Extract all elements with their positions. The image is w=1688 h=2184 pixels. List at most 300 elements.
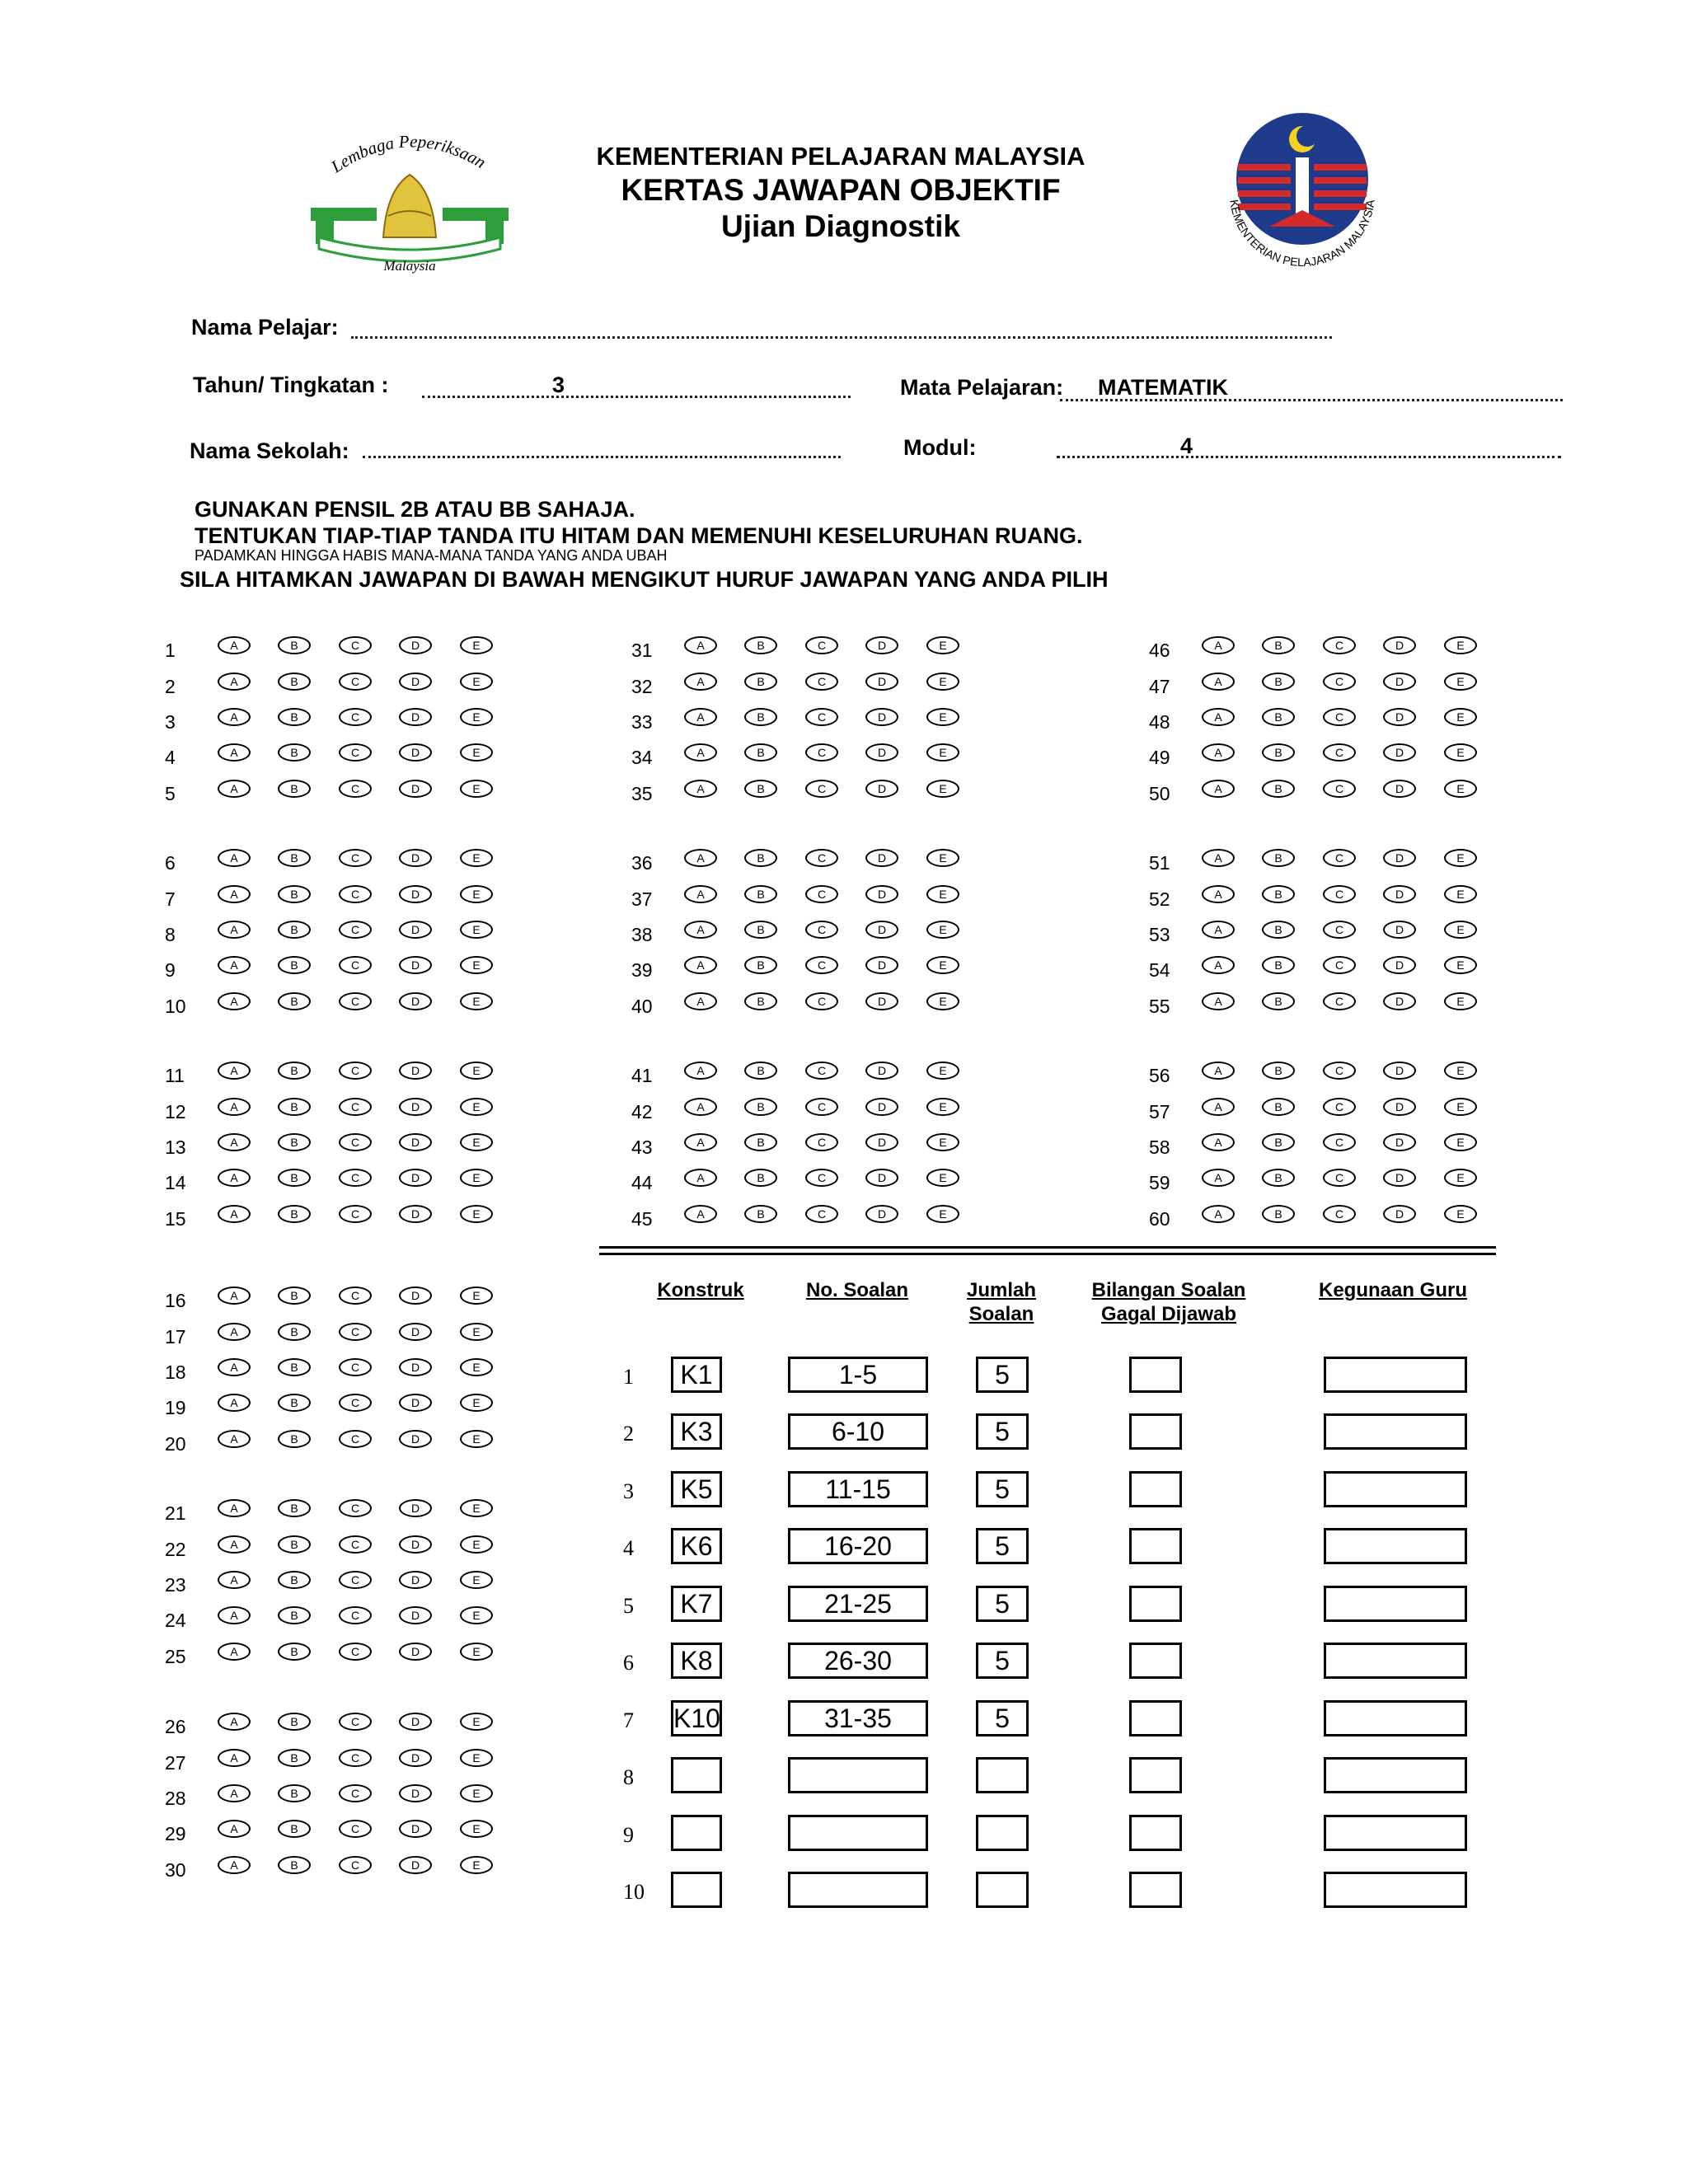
answer-bubble-a[interactable]: A: [218, 1820, 251, 1838]
answer-bubble-a[interactable]: A: [1202, 1169, 1235, 1187]
answer-bubble-c[interactable]: C: [805, 885, 838, 903]
answer-bubble-b[interactable]: B: [744, 636, 777, 654]
answer-bubble-b[interactable]: B: [1262, 921, 1295, 939]
answer-bubble-b[interactable]: B: [1262, 885, 1295, 903]
answer-bubble-e[interactable]: E: [1444, 1169, 1477, 1187]
answer-bubble-b[interactable]: B: [278, 956, 311, 974]
answer-bubble-d[interactable]: D: [399, 1571, 432, 1589]
answer-bubble-a[interactable]: A: [218, 992, 251, 1010]
answer-bubble-d[interactable]: D: [1383, 921, 1416, 939]
answer-bubble-d[interactable]: D: [399, 1358, 432, 1376]
answer-bubble-a[interactable]: A: [218, 1606, 251, 1624]
answer-bubble-e[interactable]: E: [460, 1358, 493, 1376]
answer-bubble-b[interactable]: B: [278, 673, 311, 691]
answer-bubble-c[interactable]: C: [1323, 885, 1356, 903]
gagal-dijawab-cell[interactable]: [1129, 1471, 1182, 1507]
answer-bubble-b[interactable]: B: [278, 1571, 311, 1589]
answer-bubble-a[interactable]: A: [1202, 1133, 1235, 1151]
kegunaan-guru-cell[interactable]: [1324, 1872, 1467, 1908]
answer-bubble-c[interactable]: C: [339, 1784, 372, 1802]
answer-bubble-a[interactable]: A: [684, 1133, 717, 1151]
answer-bubble-c[interactable]: C: [339, 885, 372, 903]
answer-bubble-b[interactable]: B: [278, 1062, 311, 1080]
answer-bubble-d[interactable]: D: [399, 1713, 432, 1731]
answer-bubble-d[interactable]: D: [399, 1430, 432, 1448]
answer-bubble-a[interactable]: A: [684, 673, 717, 691]
answer-bubble-c[interactable]: C: [339, 1062, 372, 1080]
answer-bubble-c[interactable]: C: [339, 956, 372, 974]
answer-bubble-a[interactable]: A: [684, 636, 717, 654]
answer-bubble-b[interactable]: B: [744, 1169, 777, 1187]
answer-bubble-e[interactable]: E: [926, 1098, 959, 1116]
answer-bubble-d[interactable]: D: [399, 992, 432, 1010]
answer-bubble-b[interactable]: B: [1262, 1169, 1295, 1187]
answer-bubble-d[interactable]: D: [865, 636, 898, 654]
answer-bubble-e[interactable]: E: [1444, 743, 1477, 762]
answer-bubble-c[interactable]: C: [339, 1205, 372, 1223]
answer-bubble-e[interactable]: E: [1444, 992, 1477, 1010]
answer-bubble-d[interactable]: D: [399, 1205, 432, 1223]
answer-bubble-e[interactable]: E: [1444, 921, 1477, 939]
answer-bubble-c[interactable]: C: [1323, 956, 1356, 974]
answer-bubble-d[interactable]: D: [399, 956, 432, 974]
answer-bubble-b[interactable]: B: [744, 849, 777, 867]
answer-bubble-d[interactable]: D: [399, 1820, 432, 1838]
answer-bubble-c[interactable]: C: [339, 849, 372, 867]
kegunaan-guru-cell[interactable]: [1324, 1643, 1467, 1679]
answer-bubble-e[interactable]: E: [460, 921, 493, 939]
answer-bubble-a[interactable]: A: [684, 956, 717, 974]
answer-bubble-c[interactable]: C: [339, 1286, 372, 1305]
answer-bubble-d[interactable]: D: [865, 1098, 898, 1116]
answer-bubble-d[interactable]: D: [1383, 1205, 1416, 1223]
answer-bubble-b[interactable]: B: [278, 1098, 311, 1116]
answer-bubble-e[interactable]: E: [1444, 1205, 1477, 1223]
answer-bubble-a[interactable]: A: [684, 1169, 717, 1187]
answer-bubble-b[interactable]: B: [278, 1856, 311, 1874]
answer-bubble-a[interactable]: A: [684, 743, 717, 762]
answer-bubble-e[interactable]: E: [1444, 673, 1477, 691]
answer-bubble-a[interactable]: A: [218, 780, 251, 798]
answer-bubble-b[interactable]: B: [744, 708, 777, 726]
answer-bubble-b[interactable]: B: [278, 780, 311, 798]
answer-bubble-b[interactable]: B: [278, 1133, 311, 1151]
answer-bubble-a[interactable]: A: [1202, 1062, 1235, 1080]
answer-bubble-c[interactable]: C: [1323, 1133, 1356, 1151]
answer-bubble-c[interactable]: C: [339, 1133, 372, 1151]
answer-bubble-c[interactable]: C: [1323, 1098, 1356, 1116]
answer-bubble-c[interactable]: C: [805, 780, 838, 798]
answer-bubble-e[interactable]: E: [1444, 885, 1477, 903]
answer-bubble-e[interactable]: E: [926, 921, 959, 939]
answer-bubble-e[interactable]: E: [460, 1571, 493, 1589]
answer-bubble-c[interactable]: C: [339, 1643, 372, 1661]
answer-bubble-c[interactable]: C: [339, 708, 372, 726]
answer-bubble-a[interactable]: A: [218, 921, 251, 939]
answer-bubble-c[interactable]: C: [1323, 1062, 1356, 1080]
answer-bubble-b[interactable]: B: [744, 956, 777, 974]
answer-bubble-b[interactable]: B: [278, 708, 311, 726]
answer-bubble-c[interactable]: C: [339, 1358, 372, 1376]
answer-bubble-a[interactable]: A: [218, 1856, 251, 1874]
answer-bubble-c[interactable]: C: [339, 1749, 372, 1767]
answer-bubble-a[interactable]: A: [684, 1098, 717, 1116]
answer-bubble-a[interactable]: A: [218, 636, 251, 654]
answer-bubble-e[interactable]: E: [460, 673, 493, 691]
answer-bubble-b[interactable]: B: [744, 1098, 777, 1116]
answer-bubble-a[interactable]: A: [218, 1749, 251, 1767]
answer-bubble-b[interactable]: B: [1262, 1205, 1295, 1223]
answer-bubble-d[interactable]: D: [399, 1499, 432, 1517]
answer-bubble-c[interactable]: C: [339, 1098, 372, 1116]
answer-bubble-e[interactable]: E: [460, 1098, 493, 1116]
answer-bubble-c[interactable]: C: [805, 1062, 838, 1080]
answer-bubble-d[interactable]: D: [399, 1062, 432, 1080]
gagal-dijawab-cell[interactable]: [1129, 1815, 1182, 1851]
answer-bubble-b[interactable]: B: [278, 636, 311, 654]
answer-bubble-d[interactable]: D: [1383, 885, 1416, 903]
answer-bubble-e[interactable]: E: [1444, 849, 1477, 867]
answer-bubble-d[interactable]: D: [399, 1606, 432, 1624]
answer-bubble-e[interactable]: E: [460, 849, 493, 867]
answer-bubble-d[interactable]: D: [865, 780, 898, 798]
answer-bubble-d[interactable]: D: [399, 780, 432, 798]
tahun-field[interactable]: [422, 396, 851, 398]
answer-bubble-b[interactable]: B: [278, 921, 311, 939]
answer-bubble-c[interactable]: C: [339, 1535, 372, 1554]
answer-bubble-e[interactable]: E: [926, 1133, 959, 1151]
answer-bubble-d[interactable]: D: [865, 1062, 898, 1080]
answer-bubble-b[interactable]: B: [278, 1749, 311, 1767]
answer-bubble-d[interactable]: D: [865, 708, 898, 726]
answer-bubble-a[interactable]: A: [1202, 885, 1235, 903]
answer-bubble-b[interactable]: B: [278, 1286, 311, 1305]
answer-bubble-d[interactable]: D: [1383, 708, 1416, 726]
answer-bubble-c[interactable]: C: [339, 673, 372, 691]
answer-bubble-b[interactable]: B: [278, 1205, 311, 1223]
answer-bubble-e[interactable]: E: [926, 1169, 959, 1187]
answer-bubble-e[interactable]: E: [460, 1394, 493, 1412]
answer-bubble-e[interactable]: E: [926, 956, 959, 974]
answer-bubble-a[interactable]: A: [1202, 992, 1235, 1010]
answer-bubble-a[interactable]: A: [1202, 1205, 1235, 1223]
answer-bubble-e[interactable]: E: [460, 1169, 493, 1187]
answer-bubble-a[interactable]: A: [218, 708, 251, 726]
answer-bubble-a[interactable]: A: [684, 1062, 717, 1080]
gagal-dijawab-cell[interactable]: [1129, 1357, 1182, 1393]
answer-bubble-d[interactable]: D: [399, 1784, 432, 1802]
answer-bubble-b[interactable]: B: [278, 1713, 311, 1731]
answer-bubble-b[interactable]: B: [1262, 708, 1295, 726]
answer-bubble-c[interactable]: C: [339, 636, 372, 654]
answer-bubble-e[interactable]: E: [460, 1286, 493, 1305]
gagal-dijawab-cell[interactable]: [1129, 1413, 1182, 1450]
answer-bubble-a[interactable]: A: [684, 849, 717, 867]
answer-bubble-a[interactable]: A: [1202, 1098, 1235, 1116]
answer-bubble-b[interactable]: B: [278, 1394, 311, 1412]
answer-bubble-c[interactable]: C: [339, 743, 372, 762]
answer-bubble-d[interactable]: D: [865, 921, 898, 939]
answer-bubble-a[interactable]: A: [218, 1169, 251, 1187]
answer-bubble-a[interactable]: A: [1202, 956, 1235, 974]
answer-bubble-e[interactable]: E: [460, 1430, 493, 1448]
answer-bubble-b[interactable]: B: [744, 992, 777, 1010]
answer-bubble-e[interactable]: E: [460, 1820, 493, 1838]
answer-bubble-a[interactable]: A: [1202, 780, 1235, 798]
answer-bubble-b[interactable]: B: [1262, 956, 1295, 974]
gagal-dijawab-cell[interactable]: [1129, 1643, 1182, 1679]
answer-bubble-b[interactable]: B: [278, 1643, 311, 1661]
answer-bubble-e[interactable]: E: [926, 673, 959, 691]
answer-bubble-e[interactable]: E: [926, 992, 959, 1010]
answer-bubble-c[interactable]: C: [1323, 1205, 1356, 1223]
answer-bubble-d[interactable]: D: [399, 1286, 432, 1305]
answer-bubble-d[interactable]: D: [399, 1133, 432, 1151]
answer-bubble-d[interactable]: D: [865, 743, 898, 762]
answer-bubble-c[interactable]: C: [339, 1430, 372, 1448]
answer-bubble-d[interactable]: D: [1383, 673, 1416, 691]
answer-bubble-b[interactable]: B: [1262, 849, 1295, 867]
answer-bubble-a[interactable]: A: [1202, 673, 1235, 691]
answer-bubble-a[interactable]: A: [1202, 743, 1235, 762]
answer-bubble-c[interactable]: C: [339, 1323, 372, 1341]
kegunaan-guru-cell[interactable]: [1324, 1528, 1467, 1564]
answer-bubble-a[interactable]: A: [684, 1205, 717, 1223]
answer-bubble-d[interactable]: D: [399, 1856, 432, 1874]
answer-bubble-c[interactable]: C: [339, 1394, 372, 1412]
answer-bubble-d[interactable]: D: [399, 1749, 432, 1767]
answer-bubble-b[interactable]: B: [1262, 1062, 1295, 1080]
answer-bubble-d[interactable]: D: [865, 956, 898, 974]
answer-bubble-e[interactable]: E: [460, 1643, 493, 1661]
answer-bubble-c[interactable]: C: [1323, 708, 1356, 726]
answer-bubble-e[interactable]: E: [926, 743, 959, 762]
answer-bubble-c[interactable]: C: [339, 921, 372, 939]
kegunaan-guru-cell[interactable]: [1324, 1586, 1467, 1622]
answer-bubble-b[interactable]: B: [744, 743, 777, 762]
answer-bubble-c[interactable]: C: [805, 956, 838, 974]
answer-bubble-b[interactable]: B: [744, 673, 777, 691]
answer-bubble-b[interactable]: B: [1262, 992, 1295, 1010]
answer-bubble-c[interactable]: C: [805, 1205, 838, 1223]
answer-bubble-d[interactable]: D: [399, 1323, 432, 1341]
answer-bubble-a[interactable]: A: [684, 921, 717, 939]
answer-bubble-c[interactable]: C: [805, 743, 838, 762]
answer-bubble-b[interactable]: B: [744, 921, 777, 939]
answer-bubble-a[interactable]: A: [218, 673, 251, 691]
answer-bubble-e[interactable]: E: [460, 1133, 493, 1151]
answer-bubble-a[interactable]: A: [1202, 636, 1235, 654]
answer-bubble-e[interactable]: E: [460, 1856, 493, 1874]
answer-bubble-c[interactable]: C: [339, 1713, 372, 1731]
answer-bubble-a[interactable]: A: [684, 780, 717, 798]
answer-bubble-e[interactable]: E: [1444, 1062, 1477, 1080]
kegunaan-guru-cell[interactable]: [1324, 1357, 1467, 1393]
answer-bubble-d[interactable]: D: [399, 636, 432, 654]
answer-bubble-b[interactable]: B: [278, 1169, 311, 1187]
answer-bubble-a[interactable]: A: [218, 1713, 251, 1731]
answer-bubble-e[interactable]: E: [460, 992, 493, 1010]
answer-bubble-d[interactable]: D: [399, 1394, 432, 1412]
answer-bubble-a[interactable]: A: [1202, 921, 1235, 939]
gagal-dijawab-cell[interactable]: [1129, 1528, 1182, 1564]
answer-bubble-b[interactable]: B: [278, 1784, 311, 1802]
answer-bubble-d[interactable]: D: [399, 743, 432, 762]
answer-bubble-b[interactable]: B: [278, 1820, 311, 1838]
answer-bubble-e[interactable]: E: [460, 1323, 493, 1341]
answer-bubble-e[interactable]: E: [460, 1499, 493, 1517]
answer-bubble-a[interactable]: A: [218, 1571, 251, 1589]
answer-bubble-d[interactable]: D: [399, 921, 432, 939]
answer-bubble-d[interactable]: D: [399, 885, 432, 903]
answer-bubble-b[interactable]: B: [278, 1430, 311, 1448]
nama-sekolah-field[interactable]: [363, 456, 841, 458]
answer-bubble-e[interactable]: E: [1444, 1133, 1477, 1151]
answer-bubble-e[interactable]: E: [460, 1535, 493, 1554]
answer-bubble-a[interactable]: A: [218, 1394, 251, 1412]
answer-bubble-a[interactable]: A: [218, 956, 251, 974]
answer-bubble-b[interactable]: B: [278, 743, 311, 762]
answer-bubble-c[interactable]: C: [805, 1169, 838, 1187]
answer-bubble-e[interactable]: E: [460, 1606, 493, 1624]
answer-bubble-b[interactable]: B: [744, 1133, 777, 1151]
answer-bubble-b[interactable]: B: [744, 1205, 777, 1223]
answer-bubble-a[interactable]: A: [218, 1062, 251, 1080]
answer-bubble-e[interactable]: E: [1444, 1098, 1477, 1116]
answer-bubble-d[interactable]: D: [865, 885, 898, 903]
answer-bubble-d[interactable]: D: [1383, 743, 1416, 762]
answer-bubble-a[interactable]: A: [218, 1499, 251, 1517]
answer-bubble-d[interactable]: D: [1383, 636, 1416, 654]
answer-bubble-d[interactable]: D: [865, 1169, 898, 1187]
answer-bubble-d[interactable]: D: [1383, 1133, 1416, 1151]
answer-bubble-a[interactable]: A: [218, 1323, 251, 1341]
answer-bubble-e[interactable]: E: [1444, 956, 1477, 974]
answer-bubble-d[interactable]: D: [399, 1643, 432, 1661]
answer-bubble-a[interactable]: A: [218, 1643, 251, 1661]
answer-bubble-c[interactable]: C: [805, 921, 838, 939]
answer-bubble-e[interactable]: E: [926, 636, 959, 654]
answer-bubble-c[interactable]: C: [1323, 780, 1356, 798]
answer-bubble-e[interactable]: E: [460, 956, 493, 974]
answer-bubble-a[interactable]: A: [218, 1133, 251, 1151]
answer-bubble-b[interactable]: B: [278, 1358, 311, 1376]
answer-bubble-e[interactable]: E: [1444, 708, 1477, 726]
answer-bubble-e[interactable]: E: [926, 780, 959, 798]
answer-bubble-a[interactable]: A: [218, 1535, 251, 1554]
answer-bubble-a[interactable]: A: [218, 1205, 251, 1223]
answer-bubble-d[interactable]: D: [1383, 1169, 1416, 1187]
answer-bubble-d[interactable]: D: [1383, 1062, 1416, 1080]
answer-bubble-d[interactable]: D: [865, 992, 898, 1010]
answer-bubble-c[interactable]: C: [805, 673, 838, 691]
answer-bubble-c[interactable]: C: [339, 992, 372, 1010]
answer-bubble-c[interactable]: C: [1323, 1169, 1356, 1187]
answer-bubble-c[interactable]: C: [339, 780, 372, 798]
answer-bubble-d[interactable]: D: [865, 673, 898, 691]
answer-bubble-a[interactable]: A: [684, 708, 717, 726]
answer-bubble-b[interactable]: B: [1262, 673, 1295, 691]
answer-bubble-a[interactable]: A: [218, 849, 251, 867]
answer-bubble-c[interactable]: C: [339, 1856, 372, 1874]
answer-bubble-e[interactable]: E: [926, 1062, 959, 1080]
answer-bubble-e[interactable]: E: [1444, 780, 1477, 798]
answer-bubble-c[interactable]: C: [1323, 743, 1356, 762]
answer-bubble-c[interactable]: C: [1323, 849, 1356, 867]
answer-bubble-a[interactable]: A: [218, 885, 251, 903]
answer-bubble-a[interactable]: A: [218, 1098, 251, 1116]
answer-bubble-b[interactable]: B: [1262, 1098, 1295, 1116]
answer-bubble-e[interactable]: E: [926, 885, 959, 903]
answer-bubble-d[interactable]: D: [399, 849, 432, 867]
answer-bubble-a[interactable]: A: [218, 1358, 251, 1376]
answer-bubble-c[interactable]: C: [1323, 636, 1356, 654]
answer-bubble-b[interactable]: B: [1262, 636, 1295, 654]
answer-bubble-b[interactable]: B: [278, 992, 311, 1010]
answer-bubble-e[interactable]: E: [460, 743, 493, 762]
answer-bubble-c[interactable]: C: [1323, 921, 1356, 939]
answer-bubble-d[interactable]: D: [865, 1205, 898, 1223]
answer-bubble-d[interactable]: D: [1383, 780, 1416, 798]
answer-bubble-b[interactable]: B: [1262, 1133, 1295, 1151]
answer-bubble-a[interactable]: A: [1202, 708, 1235, 726]
answer-bubble-d[interactable]: D: [399, 708, 432, 726]
modul-field[interactable]: [1057, 456, 1561, 458]
answer-bubble-d[interactable]: D: [399, 673, 432, 691]
answer-bubble-d[interactable]: D: [1383, 849, 1416, 867]
answer-bubble-d[interactable]: D: [399, 1535, 432, 1554]
answer-bubble-a[interactable]: A: [684, 992, 717, 1010]
answer-bubble-c[interactable]: C: [339, 1571, 372, 1589]
answer-bubble-b[interactable]: B: [278, 849, 311, 867]
answer-bubble-c[interactable]: C: [805, 849, 838, 867]
answer-bubble-e[interactable]: E: [460, 1784, 493, 1802]
answer-bubble-c[interactable]: C: [1323, 673, 1356, 691]
answer-bubble-e[interactable]: E: [460, 885, 493, 903]
answer-bubble-d[interactable]: D: [1383, 1098, 1416, 1116]
answer-bubble-b[interactable]: B: [278, 1499, 311, 1517]
answer-bubble-e[interactable]: E: [460, 1062, 493, 1080]
answer-bubble-c[interactable]: C: [339, 1499, 372, 1517]
answer-bubble-b[interactable]: B: [744, 780, 777, 798]
answer-bubble-c[interactable]: C: [339, 1606, 372, 1624]
answer-bubble-d[interactable]: D: [399, 1098, 432, 1116]
answer-bubble-b[interactable]: B: [1262, 780, 1295, 798]
answer-bubble-e[interactable]: E: [460, 780, 493, 798]
kegunaan-guru-cell[interactable]: [1324, 1757, 1467, 1793]
answer-bubble-e[interactable]: E: [926, 849, 959, 867]
answer-bubble-c[interactable]: C: [805, 636, 838, 654]
answer-bubble-e[interactable]: E: [1444, 636, 1477, 654]
answer-bubble-b[interactable]: B: [278, 1606, 311, 1624]
answer-bubble-a[interactable]: A: [218, 743, 251, 762]
nama-pelajar-field[interactable]: [351, 336, 1332, 339]
answer-bubble-c[interactable]: C: [339, 1169, 372, 1187]
gagal-dijawab-cell[interactable]: [1129, 1586, 1182, 1622]
answer-bubble-e[interactable]: E: [460, 708, 493, 726]
answer-bubble-a[interactable]: A: [218, 1784, 251, 1802]
answer-bubble-e[interactable]: E: [460, 1749, 493, 1767]
answer-bubble-e[interactable]: E: [460, 1205, 493, 1223]
kegunaan-guru-cell[interactable]: [1324, 1471, 1467, 1507]
answer-bubble-c[interactable]: C: [339, 1820, 372, 1838]
answer-bubble-a[interactable]: A: [684, 885, 717, 903]
answer-bubble-c[interactable]: C: [805, 992, 838, 1010]
answer-bubble-b[interactable]: B: [278, 1535, 311, 1554]
kegunaan-guru-cell[interactable]: [1324, 1413, 1467, 1450]
gagal-dijawab-cell[interactable]: [1129, 1872, 1182, 1908]
kegunaan-guru-cell[interactable]: [1324, 1700, 1467, 1736]
